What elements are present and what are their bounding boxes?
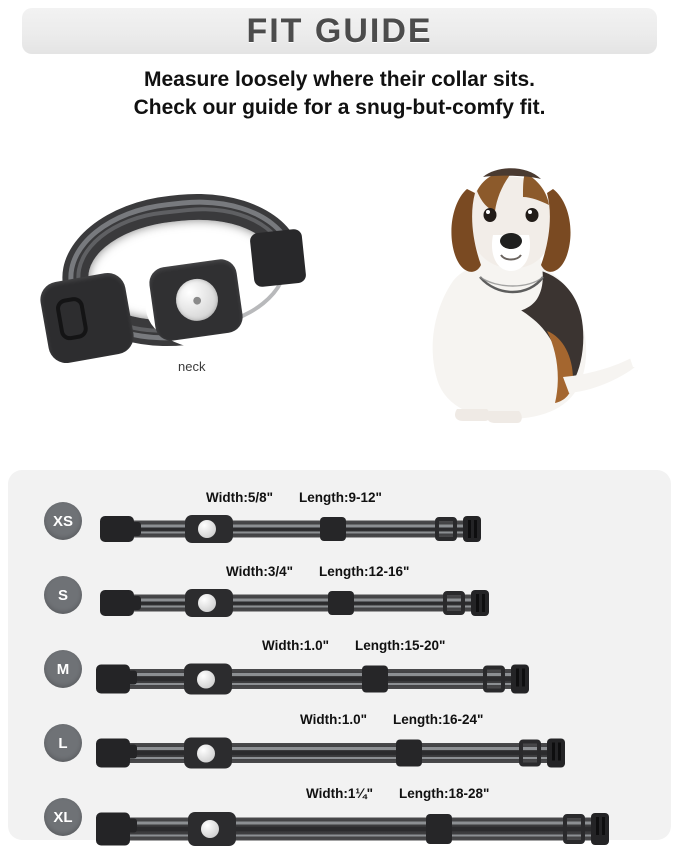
size-measure-s (226, 564, 409, 579)
strip-d-ring (563, 814, 585, 844)
size-width-xl: Width:1¼" (306, 786, 374, 801)
strip-end-tip (591, 813, 609, 845)
strip-airtag-holder (184, 738, 232, 769)
size-row-xs (8, 484, 671, 558)
strip-slider (320, 517, 346, 541)
strip-slider (426, 814, 452, 844)
strip-end-tip (463, 516, 481, 542)
title-banner (22, 8, 657, 54)
hero-section (0, 127, 679, 447)
size-measure-l (300, 712, 483, 727)
strap (96, 743, 565, 763)
size-width-xs: Width:5/8" (206, 490, 274, 505)
subtitle-line-1: Measure loosely where their collar sits. (144, 68, 535, 91)
dog-photo (357, 131, 657, 431)
size-row-l (8, 706, 671, 780)
strip-airtag-disc (197, 745, 215, 763)
strip-end-tip (511, 665, 529, 694)
size-measure-m (262, 638, 445, 653)
strip-slider (362, 666, 388, 693)
size-width-s: Width:3/4" (226, 564, 294, 579)
collar-strip-l (96, 738, 565, 768)
strip-d-ring (443, 591, 465, 615)
neck-label: neck (178, 359, 206, 375)
strip-d-ring (519, 740, 541, 767)
strap (96, 669, 529, 689)
strip-slider (328, 591, 354, 615)
size-length-m: Length:15-20" (355, 638, 446, 653)
size-chart-panel (8, 470, 671, 840)
size-length-l: Length:16-24" (393, 712, 484, 727)
airtag-holder (147, 258, 244, 344)
strip-d-ring (483, 666, 505, 693)
strip-buckle (96, 665, 130, 694)
strip-buckle (100, 516, 134, 542)
subtitle-block (0, 66, 679, 121)
strip-airtag-holder (185, 515, 233, 543)
strip-buckle (96, 813, 130, 846)
paw-icon: ● (190, 289, 204, 311)
strip-airtag-disc (198, 594, 216, 612)
collar-strap-keeper (38, 271, 137, 367)
strip-airtag-holder (185, 589, 233, 617)
strip-slider (396, 740, 422, 767)
size-measure-xl (306, 786, 489, 801)
strip-end-tip (471, 590, 489, 616)
size-length-s: Length:12-16" (319, 564, 410, 579)
size-badge-m: M (44, 650, 82, 688)
collar-strip-xs (100, 516, 481, 542)
size-row-m (8, 632, 671, 706)
size-row-xl (8, 780, 671, 854)
strip-airtag-disc (201, 820, 219, 838)
strip-airtag-holder (184, 664, 232, 695)
strip-airtag-disc (197, 671, 215, 689)
strip-end-tip (547, 739, 565, 768)
size-badge-xs: XS (44, 502, 82, 540)
size-length-xs: Length:9-12" (299, 490, 382, 505)
strip-buckle (96, 739, 130, 768)
size-row-s (8, 558, 671, 632)
size-measure-xs (206, 490, 382, 505)
collar-strip-xl (96, 812, 609, 846)
strip-buckle (100, 590, 134, 616)
subtitle-line-2: Check our guide for a snug-but-comfy fit. (133, 95, 546, 119)
page-title: FIT GUIDE (246, 11, 433, 50)
strap (96, 818, 609, 841)
size-length-xl: Length:18-28" (399, 786, 490, 801)
size-badge-s: S (44, 576, 82, 614)
beagle-illustration (357, 131, 657, 431)
strap (100, 521, 481, 538)
strap (100, 595, 489, 612)
size-badge-xl: XL (44, 798, 82, 836)
size-badge-l: L (44, 724, 82, 762)
strip-d-ring (435, 517, 457, 541)
collar-product-image (42, 185, 322, 375)
size-width-m: Width:1.0" (262, 638, 330, 653)
size-width-l: Width:1.0" (300, 712, 368, 727)
strip-airtag-holder (188, 812, 236, 846)
collar-strip-s (100, 590, 489, 616)
collar-buckle (249, 229, 306, 288)
collar-strip-m (96, 664, 529, 694)
strip-airtag-disc (198, 520, 216, 538)
